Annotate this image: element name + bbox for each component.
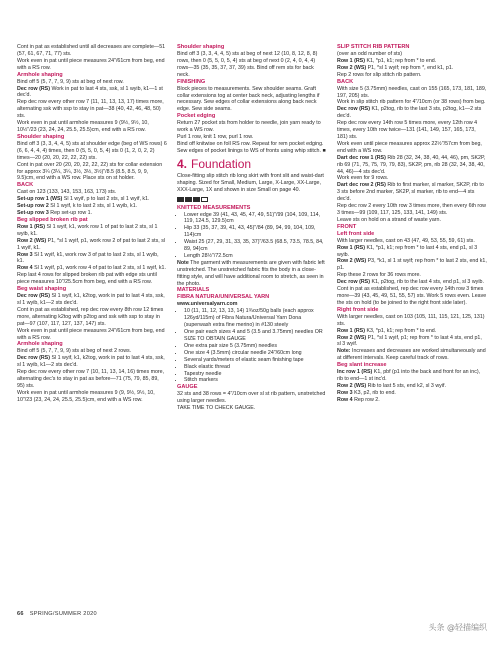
subheading: Beg slant increase <box>337 362 387 369</box>
paragraph-text: Rib to first marker, sl marker, SK2P, rib to 3 sts before 2nd marker, SK2P, sl marker, rib to end—4 sts dec'd. <box>337 182 484 203</box>
page-footer <box>17 611 97 617</box>
list-item: • Stitch markers <box>184 377 327 384</box>
paragraph-text: TAKE TIME TO CHECK GAUGE. <box>177 405 256 412</box>
paragraph-text: Bind off 5 (5, 7, 7, 9, 9) sts at beg of next 2 rows. <box>17 348 132 355</box>
paragraph <box>337 51 487 58</box>
paragraph <box>337 203 487 217</box>
row-label: Row 1 (RS) <box>17 223 45 230</box>
paragraph <box>337 279 487 286</box>
paragraph-text: Sl 1 wyif, k1, k2tog, work in pat to last 4 sts, ssk, sl 1 wyib, k1—2 sts dec'd. <box>17 293 165 306</box>
row-label: Inc row 1 (RS) <box>337 369 373 376</box>
row-label: Row 2 (WS) <box>337 64 367 71</box>
paragraph-text: Sl 1 wyif, p to last 2 sts, sl 1 wyif, k1. <box>62 196 150 203</box>
paragraph-text: K1, *p1, k1; rep from * to end. <box>364 57 437 64</box>
paragraph <box>337 328 487 335</box>
list-item: • Black elastic thread <box>184 364 327 371</box>
row-label: Set-up row 2 <box>17 203 49 210</box>
paragraph-text: Rep last 4 rows for slipped broken rib pat with edge sts until piece measures 10"/25.5cm from beg, end with a RS row. <box>17 272 157 286</box>
paragraph-text: Rib to last 5 sts, end k2, sl 3 wyif. <box>366 382 446 389</box>
subheading: Armhole shaping <box>17 341 63 348</box>
column-2-top <box>177 44 327 155</box>
paragraph <box>177 134 327 141</box>
paragraph-text: P1, *sl 1 wyif, p1; rep from * to last 4 sts, end p1, sl 3 wyif. <box>337 334 482 348</box>
paragraph-text: P1, *sl 1 wyif, p1, work row 2 of pat to last 2 sts, sl 1 wyif, k1. <box>17 237 166 251</box>
yarn-url: www.universalyarn.com <box>177 301 238 308</box>
subheading: FIBRA NATURA/UNIVERSAL YARN <box>177 294 270 301</box>
row-label: Dec row (RS) <box>17 355 50 362</box>
subheading: Pocket edging <box>177 113 216 120</box>
paragraph-text: Work even in pat until piece measures 24"/61cm from beg, end with a RS row. <box>17 327 165 341</box>
paragraph <box>337 58 487 65</box>
column-1 <box>17 44 167 404</box>
paragraph <box>337 238 487 245</box>
row-label: Dec row (RS) <box>337 279 370 286</box>
list-item: • One pair each sizes 4 and 5 (3.5 and 3.75mm) needles OR SIZE TO OBTAIN GAUGE <box>184 329 327 343</box>
paragraph <box>337 390 487 397</box>
row-label: Row 4 <box>17 265 33 272</box>
subheading: Shoulder shaping <box>17 133 65 140</box>
subheading: SLIP STITCH RIB PATTERN <box>337 44 410 50</box>
paragraph-text: Sl 1 wyif, k1, k2tog, work in pat to last 4 sts, ssk, sl 1 wyib, k1—2 sts dec'd. <box>17 355 165 369</box>
paragraph <box>177 391 327 405</box>
subheading: KNITTED MEASUREMENTS <box>177 204 251 211</box>
paragraph-text: Work in slip stitch rib pattern for 4"/10cm (or 38 rows) from beg. <box>337 99 486 106</box>
paragraph <box>17 203 167 210</box>
row-label: Note <box>177 259 189 266</box>
paragraph <box>337 175 487 182</box>
list-item: • Waist 25 (27, 29, 31, 33, 35, 37)"/63.5 (68.5, 73.5, 78.5, 84, 89, 94)cm <box>184 239 327 253</box>
row-label: Row 1 (RS) <box>337 57 365 64</box>
list-item: • 10 (11, 11, 12, 13, 13, 14) 1¾oz/50g balls (each approx 126yd/115m) of Fibra Natura/Universal Yarn Dona (superwash extra fine merino) in #130 steely <box>184 308 327 329</box>
section-intro <box>177 173 327 194</box>
paragraph-text: Bind off 5 (5, 7, 7, 9, 9) sts at beg of next row. <box>17 78 124 85</box>
paragraph <box>17 328 167 342</box>
paragraph-text: Bind off 3 (3, 3, 4, 4, 5) sts at shoulder edge (beg of WS rows) 6 (6, 6, 4, 4, 4) times, then 0 (5, 5, 0, 5, 4) sts 0 (1, 2, 0, 2, 2) times—20 (20, 20, 22, 22, 22) sts. <box>17 140 167 161</box>
paragraph <box>17 293 167 307</box>
paragraph <box>17 79 167 86</box>
subheading: Beg waist shaping <box>17 286 67 293</box>
list-item: • Hip 33 (35, 37, 39, 41, 43, 45)"/84 (89, 94, 99, 104, 109, 114)cm <box>184 225 327 239</box>
paragraph-text: Sl 1 wyif, k1, work row 3 of pat to last 2 sts, sl 1 wyib, k1. <box>17 251 159 265</box>
paragraph <box>177 141 327 155</box>
paragraph-text: K1, pbf (p1 into the back and front for an inc), rib to end—1 st inc'd. <box>337 369 481 383</box>
paragraph <box>17 58 167 72</box>
paragraph-text: Rep 2 rows for slip stitch rib pattern. <box>337 71 422 78</box>
paragraph-text: K1, p2tog, rib to the last 3 sts, p2tog, k1—2 sts dec'd. <box>337 106 482 120</box>
paragraph-text: Leave sts on hold on a strand of waste yarn. <box>337 216 441 223</box>
paragraph <box>17 189 167 196</box>
paragraph <box>337 335 487 349</box>
subheading: GAUGE <box>177 384 198 391</box>
paragraph-text: K1, p2tog, rib to the last 4 sts, end p1, sl 3 wyib. <box>369 279 484 286</box>
paragraph-text: Work even for 9 rows. <box>337 175 389 182</box>
paragraph-text: Rep dec row 2 every 10th row 3 times more, then every 6th row 3 times—99 (109, 117, 125, 133, 141, 149) sts. <box>337 203 486 216</box>
paragraph-text: K3, p2, rib to end. <box>352 389 396 396</box>
subheading: Left front side <box>337 230 375 237</box>
row-label: Row 1 (RS) <box>337 244 365 251</box>
paragraph-text: Work even in pat until armhole measures 9 (9, 9½, 9½, 10, 10"/23 (23, 24, 24, 25.5, 25.5)cm, end with a WS row. <box>17 389 155 403</box>
row-label: Row 4 <box>337 396 353 403</box>
paragraph <box>337 314 487 328</box>
subheading: BACK <box>17 182 34 189</box>
paragraph <box>17 224 167 238</box>
paragraph <box>17 369 167 390</box>
paragraph-text: Cont in pat as established, rep dec row every 8th row 12 times more, alternating k2tog with p2tog and ssk with ssp to stay in pat—97 (107, 117, 127, 137, 147) sts. <box>17 306 164 327</box>
row-label: Set-up row 1 (WS) <box>17 196 63 203</box>
row-label: Row 3 <box>17 251 33 258</box>
paragraph-text: With larger needles, cast on 43 (47, 49, 53, 55, 59, 61) sts. <box>337 237 475 244</box>
paragraph <box>177 405 327 412</box>
row-label: Note: <box>337 348 351 355</box>
skill-level-icon <box>177 197 327 202</box>
paragraph <box>337 397 487 404</box>
paragraph <box>17 86 167 100</box>
subheading: FRONT <box>337 223 357 230</box>
bullet-list <box>177 212 327 260</box>
paragraph-text: Rep dec row every other row 7 (11, 11, 13, 13, 17) times more, alternating ssk with ssp to stay in pat—38 (40, 42, 46, 48, 50) sts. <box>17 99 164 120</box>
paragraph-text: Work even until piece measures approx 22½"/57cm from beg, end with a WS row. <box>337 140 482 154</box>
paragraph <box>337 120 487 141</box>
list-item: • Several yards/meters of elastic seam finishing tape <box>184 357 327 364</box>
paragraph-text: Rep these 2 rows for 36 rows more. <box>337 272 421 279</box>
paragraph-text: K3, *p1, k1; rep from * to end. <box>364 327 437 334</box>
list-item: • Tapestry needle <box>184 371 327 378</box>
list-item: • One size 4 (3.5mm) circular needle 24"/60cm long <box>184 350 327 357</box>
paragraph-text: Cont in pat over 20 (20, 20, 22, 22, 22) sts for collar extension for approx 3¼ (3¼, 3¼, 3½, 3½, 3½)"/8.5 (8.5, 8.5, 9, 9, 9.5)cm, end with a WS row. Place sts on st holder. <box>17 161 163 182</box>
section-heading <box>177 157 327 171</box>
paragraph <box>337 106 487 120</box>
paragraph <box>337 245 487 259</box>
paragraph-text: Sl 1 wyif, k to last 2 sts, sl 1 wyib, k1. <box>48 203 138 210</box>
paragraph-text: Increases and decreases are worked simultaneously and at different intervals. Keep careful track of rows. <box>337 348 486 362</box>
paragraph-text: The garment with measurements are given with fabric left unstretched. The unstretched fabric fits the body in a close-fitting style, and will have additional room to stretch, as seen in the photo. <box>177 259 325 287</box>
paragraph <box>17 162 167 183</box>
row-label: Row 2 (WS) <box>337 258 367 265</box>
paragraph-text: 32 sts and 38 rows = 4"/10cm over sl st rib pattern, unstretched using larger needles. <box>177 391 326 405</box>
subheading: Armhole shaping <box>17 71 63 78</box>
paragraph-text: Bind off knitwise on foll RS row. Repeat for rem pocket edging. Sew edges of pocket linings to WS of fronts using whip stitch. ■ <box>177 140 326 154</box>
column-2-body <box>177 205 327 413</box>
subheading: Right front side <box>337 306 379 313</box>
paragraph-text: Cont in pat as established, rep dec row every 14th row 3 times more—39 (43, 45, 49, 51, 55, 57) sts. Work 5 rows even. Leave the sts on hold (to be joined to the right front side later). <box>337 286 487 306</box>
paragraph <box>17 265 167 272</box>
paragraph-text: Close-fitting slip stitch rib long skirt with front slit and waist-dart shaping. Sized for Small, Medium, Large, X-Large, XX-Large, XXX-Large, 1X and shown in size Small on page 40. <box>177 172 324 193</box>
paragraph-text: Work even in pat until armhole measures 9 (9½, 9½, 10, 10½"/23 (23, 24, 24, 25.5, 25.5)cm, end with a RS row. <box>17 120 149 133</box>
row-label: Set-up row 3 <box>17 210 49 217</box>
paragraph-text: Rep dec row every 14th row 5 times more, every 12th row 4 times, every 10th row twice—131 (141, 149, 157, 165, 173, 181) sts. <box>337 120 478 140</box>
paragraph <box>337 182 487 203</box>
paragraph <box>17 252 167 266</box>
column-3 <box>337 44 487 404</box>
issue-label: SPRING/SUMMER 2020 <box>29 611 97 617</box>
row-label: Row 3 <box>337 389 353 396</box>
paragraph-text: Purl 1 row, knit 1 row, purl 1 row. <box>177 134 254 141</box>
row-label: Dart dec row 2 (RS) <box>337 182 386 189</box>
subheading: Shoulder shaping <box>177 44 225 50</box>
paragraph-text: Rep set-up row 1. <box>48 210 93 217</box>
page-number: 66 <box>17 611 24 617</box>
paragraph-text: Cast on 123 (133, 143, 153, 163, 173) sts. <box>17 189 117 196</box>
paragraph <box>337 72 487 79</box>
paragraph-text: With larger needles, cast on 103 (105, 111, 115, 121, 125, 131) sts. <box>337 313 485 327</box>
paragraph <box>17 99 167 120</box>
list-item: • One extra pair size 5 (3.75mm) needles <box>184 343 327 350</box>
paragraph <box>337 141 487 155</box>
paragraph-text: Work even in pat until piece measures 24"/61cm from beg, end with a RS row. <box>17 57 165 71</box>
row-label: Row 1 (RS) <box>337 327 365 334</box>
paragraph <box>337 217 487 224</box>
row-label: Dec row (RS) <box>17 293 50 300</box>
bullet-list <box>177 308 327 384</box>
paragraph-text: Work in pat to last 4 sts, ssk, sl 1 wyib, k1—1 st dec'd. <box>17 85 163 99</box>
subheading: Beg slipped broken rib pat <box>17 216 88 223</box>
paragraph <box>337 348 487 362</box>
subheading: BACK <box>337 78 354 85</box>
paragraph <box>17 120 167 134</box>
paragraph <box>17 390 167 404</box>
paragraph <box>17 272 167 286</box>
paragraph <box>17 307 167 328</box>
paragraph-text: K1, *p1, k1; rep from * to last 4 sts, end p1, sl 3 wyib. <box>337 244 478 258</box>
paragraph <box>337 258 487 272</box>
paragraph <box>177 260 327 288</box>
paragraph <box>337 383 487 390</box>
paragraph <box>337 286 487 307</box>
paragraph <box>337 86 487 100</box>
paragraph <box>177 173 327 194</box>
paragraph <box>17 44 167 58</box>
section-number: 4. <box>177 156 188 171</box>
paragraph-text: Sl 1 wyif, k1, work row 1 of pat to last 2 sts, sl 1 wyib, k1. <box>17 223 158 237</box>
paragraph-text: P3, *k1, sl 1 st wyif; rep from * to last 2 sts, end k1, p1. <box>337 258 487 272</box>
section-title: Foundation <box>191 156 252 171</box>
paragraph <box>177 51 327 79</box>
paragraph <box>17 196 167 203</box>
subheading: MATERIALS <box>177 287 210 294</box>
paragraph-text: (over an odd number of sts) <box>337 51 403 57</box>
paragraph <box>177 86 327 114</box>
row-label: Dec row (RS) <box>17 85 50 92</box>
column-2 <box>177 44 327 412</box>
paragraph <box>337 272 487 279</box>
paragraph <box>17 141 167 162</box>
paragraph <box>17 348 167 355</box>
row-label: Row 2 (WS) <box>17 237 47 244</box>
row-label: Dart dec row 1 (RS) <box>337 154 386 161</box>
paragraph-text: Rep dec row every other row 7 (10, 11, 13, 14, 16) times more, alternating dec's to stay in pat as before—71 (75, 79, 85, 89, 95) sts. <box>17 369 165 389</box>
paragraph-text: Sl 1 wyif, p1, work row 4 of pat to last 2 sts, sl 1 wyif, k1. <box>32 265 166 272</box>
subheading: FINISHING <box>177 78 206 85</box>
paragraph-text: Rib 28 (32, 34, 38, 40, 44, 46), pm, SK2P, rib 69 (71, 75, 75, 79, 79, 83), SK2P, pm, rib 28 (32, 34, 38, 40, 44, 46)—4 sts dec'd. <box>337 154 486 175</box>
paragraph-text: Return 27 pocket sts from holder to needle, join yarn ready to work a WS row. <box>177 120 321 134</box>
row-label: Row 2 (WS) <box>337 382 367 389</box>
list-item: • Length 28½"/72.5cm <box>184 253 327 260</box>
paragraph-text: Rep row 2. <box>352 396 380 403</box>
row-label: Row 2 (WS) <box>337 334 367 341</box>
paragraph <box>337 65 487 72</box>
paragraph <box>337 369 487 383</box>
paragraph <box>17 238 167 252</box>
paragraph-text: Bind off 3 (3, 3, 4, 4, 5) sts at beg of next 12 (10, 8, 12, 8, 8) rows, then 0 (5, 5, 0, 5, 4) sts at beg of next 0 (2, 4, 0, 4, 4) rows—35 (35, 35, 37, 37, 39) sts. Bind off rem sts for back neck. <box>177 51 318 78</box>
paragraph-text: With size 5 (3.75mm) needles, cast on 155 (165, 173, 181, 189, 197, 205) sts. <box>337 85 487 99</box>
row-label: Dec row (RS) <box>337 106 370 113</box>
paragraph <box>177 120 327 134</box>
paragraph <box>17 210 167 217</box>
list-item: • Lower edge 39 (41, 43, 45, 47, 49, 51)"/99 (104, 109, 114, 119, 124.5, 129.5)cm <box>184 212 327 226</box>
paragraph-text: Cont in pat as established until all decreases are complete—51 (57, 61, 67, 71, 77) sts. <box>17 44 166 57</box>
watermark: 头条 @轻描编织 <box>428 623 487 632</box>
paragraph <box>17 355 167 369</box>
paragraph-text: Block pieces to measurements. Sew shoulder seams. Graft collar extensions tog at center back neck, adjusting lengths if necessary. Sew edges of collar extensions along back neck edge. Sew side seams. <box>177 85 320 113</box>
paragraph <box>337 155 487 176</box>
paragraph-text: P1, *sl 1 wyif; rep from *, end k1, p1. <box>366 64 454 71</box>
paragraph <box>337 99 487 106</box>
